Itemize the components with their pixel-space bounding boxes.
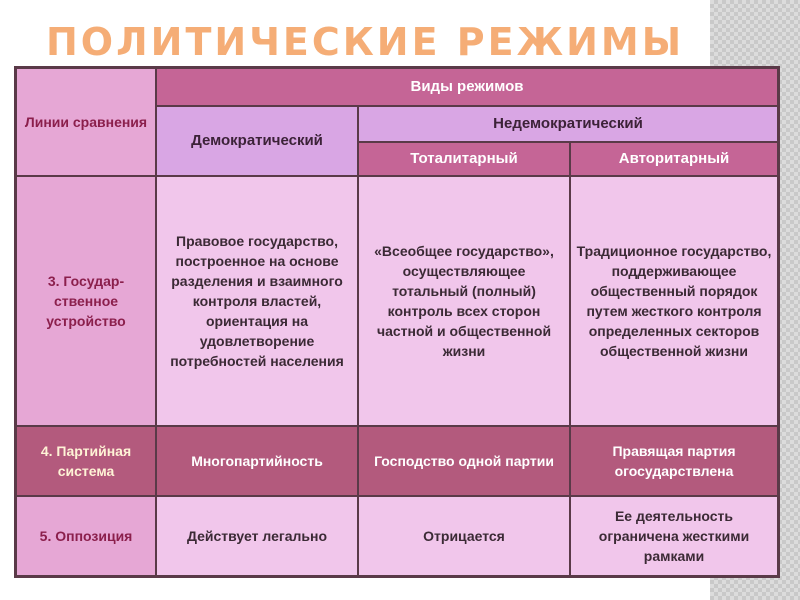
cell-text: Отрицается [423,528,505,544]
row-party-system-democratic [156,426,358,496]
header-kinds-label: Виды режимов [410,78,524,95]
row-label: 5. Оппозиция [39,528,133,544]
comparison-table [14,66,780,578]
cell-text: Правящая партия огосударствлена [612,443,736,479]
cell-text: Действует легально [186,528,327,544]
row-opposition-label [16,496,156,576]
row-label: 4. Партийная система [40,443,132,479]
header-authoritarian-label: Авторитарный [618,150,730,167]
header-kinds-of-regimes [156,68,778,106]
row-opposition-authoritarian [570,496,778,576]
header-nondemocratic-label: Недемократический [493,115,643,132]
cell-text: «Всеобщее государство», осуществляющее тотальный (полный) контроль всех сторон частной и общественной жизни [374,243,554,359]
header-democratic [156,106,358,176]
cell-text: Правовое государство, построенное на основе разделения и взаимного контроля властей, ориентация на удовлетворение потребностей населения [170,233,344,369]
header-totalitarian [358,142,570,176]
slide-title: ПОЛИТИЧЕСКИЕ РЕЖИМЫ [46,20,685,64]
row-state-structure-label [16,176,156,426]
row-state-structure-totalitarian [358,176,570,426]
row-party-system-label [16,426,156,496]
header-authoritarian [570,142,778,176]
cell-text: Многопартийность [191,453,323,469]
row-state-structure-democratic [156,176,358,426]
cell-text: Ее деятельность ограничена жесткими рамками [598,508,750,564]
header-nondemocratic [358,106,778,142]
cell-text: Господство одной партии [374,453,554,469]
row-state-structure-authoritarian [570,176,778,426]
header-lines-label: Линии сравнения [24,114,148,130]
row-party-system-totalitarian [358,426,570,496]
header-lines-of-comparison [16,68,156,176]
row-label: 3. Государ-ственное устройство [46,273,126,329]
row-opposition-democratic [156,496,358,576]
row-party-system-authoritarian [570,426,778,496]
cell-text: Традиционное государство, поддерживающее общественный порядок путем жесткого контроля определенных секторов общественной жизни [576,243,772,359]
header-totalitarian-label: Тоталитарный [410,150,518,167]
row-opposition-totalitarian [358,496,570,576]
header-democratic-label: Демократический [191,132,323,149]
